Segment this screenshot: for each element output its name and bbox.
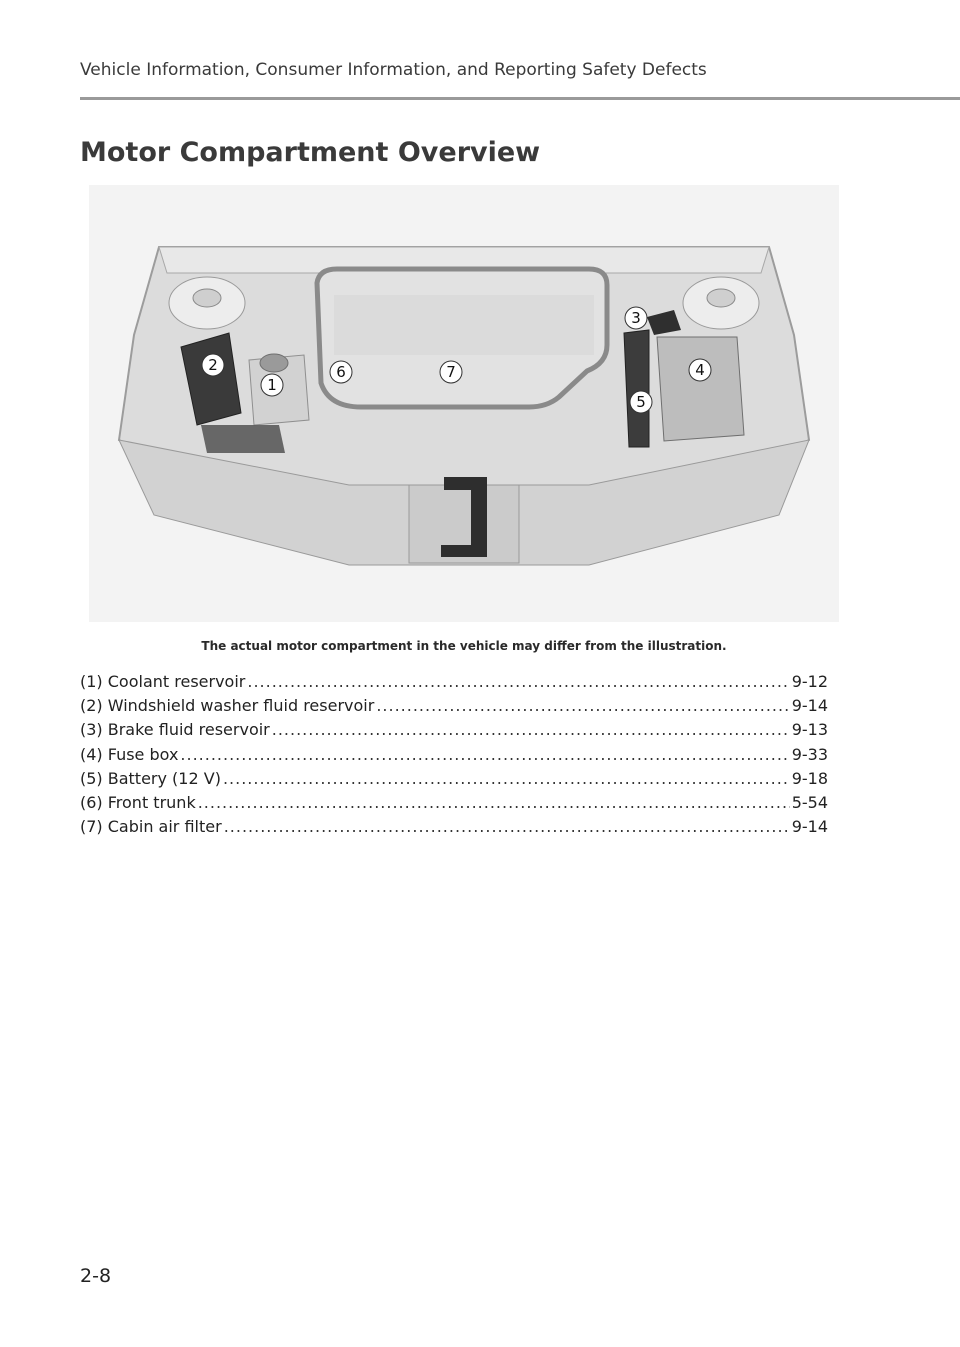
toc-entry-washer-fluid-reservoir[interactable] bbox=[80, 696, 828, 720]
toc-label: (7) Cabin air filter bbox=[80, 817, 222, 837]
callout-3 bbox=[625, 307, 647, 329]
svg-text:3: 3 bbox=[631, 309, 641, 327]
toc-label: (1) Coolant reservoir bbox=[80, 672, 246, 691]
toc-label: (3) Brake fluid reservoir bbox=[80, 720, 270, 740]
component-index bbox=[80, 672, 828, 841]
svg-text:4: 4 bbox=[695, 361, 705, 379]
callout-2 bbox=[202, 354, 224, 376]
toc-leader bbox=[223, 769, 790, 788]
toc-leader bbox=[247, 672, 789, 691]
svg-text:5: 5 bbox=[636, 393, 646, 411]
callout-6 bbox=[330, 361, 352, 383]
toc-entry-brake-fluid-reservoir[interactable] bbox=[80, 720, 828, 744]
page-number: 2-8 bbox=[80, 1265, 112, 1287]
motor-compartment-figure bbox=[89, 185, 839, 622]
toc-page-ref[interactable]: 5-54 bbox=[791, 792, 828, 812]
toc-page-ref[interactable]: 9-18 bbox=[791, 768, 828, 788]
callout-7 bbox=[440, 361, 462, 383]
toc-page-ref[interactable]: 9-12 bbox=[791, 672, 828, 691]
toc-entry-front-trunk[interactable] bbox=[80, 793, 828, 817]
toc-label: (5) Battery (12 V) bbox=[80, 768, 221, 788]
svg-text:1: 1 bbox=[267, 376, 277, 394]
callout-1 bbox=[261, 374, 283, 396]
figure-caption: The actual motor compartment in the vehicle may differ from the illustration. bbox=[201, 639, 727, 653]
toc-leader bbox=[376, 696, 789, 715]
svg-text:2: 2 bbox=[208, 356, 218, 374]
toc-entry-coolant-reservoir[interactable] bbox=[80, 672, 828, 696]
toc-entry-battery[interactable] bbox=[80, 769, 828, 793]
toc-leader bbox=[180, 745, 789, 764]
toc-page-ref[interactable]: 9-14 bbox=[791, 696, 828, 716]
callout-5 bbox=[630, 391, 652, 413]
toc-page-ref[interactable]: 9-14 bbox=[791, 817, 828, 837]
toc-page-ref[interactable]: 9-33 bbox=[791, 744, 828, 764]
running-header: Vehicle Information, Consumer Information, and Reporting Safety Defects bbox=[80, 60, 707, 80]
header-rule bbox=[80, 97, 960, 100]
toc-leader bbox=[224, 817, 790, 836]
toc-label: (6) Front trunk bbox=[80, 792, 196, 812]
toc-leader bbox=[272, 720, 790, 739]
page-title: Motor Compartment Overview bbox=[80, 137, 541, 168]
toc-entry-cabin-air-filter[interactable] bbox=[80, 817, 828, 841]
toc-page-ref[interactable]: 9-13 bbox=[791, 720, 828, 740]
svg-text:7: 7 bbox=[446, 363, 456, 381]
toc-entry-fuse-box[interactable] bbox=[80, 745, 828, 769]
toc-label: (2) Windshield washer fluid reservoir bbox=[80, 696, 375, 716]
toc-label: (4) Fuse box bbox=[80, 744, 179, 764]
callout-4 bbox=[689, 359, 711, 381]
svg-text:6: 6 bbox=[336, 363, 346, 381]
toc-leader bbox=[198, 793, 790, 812]
